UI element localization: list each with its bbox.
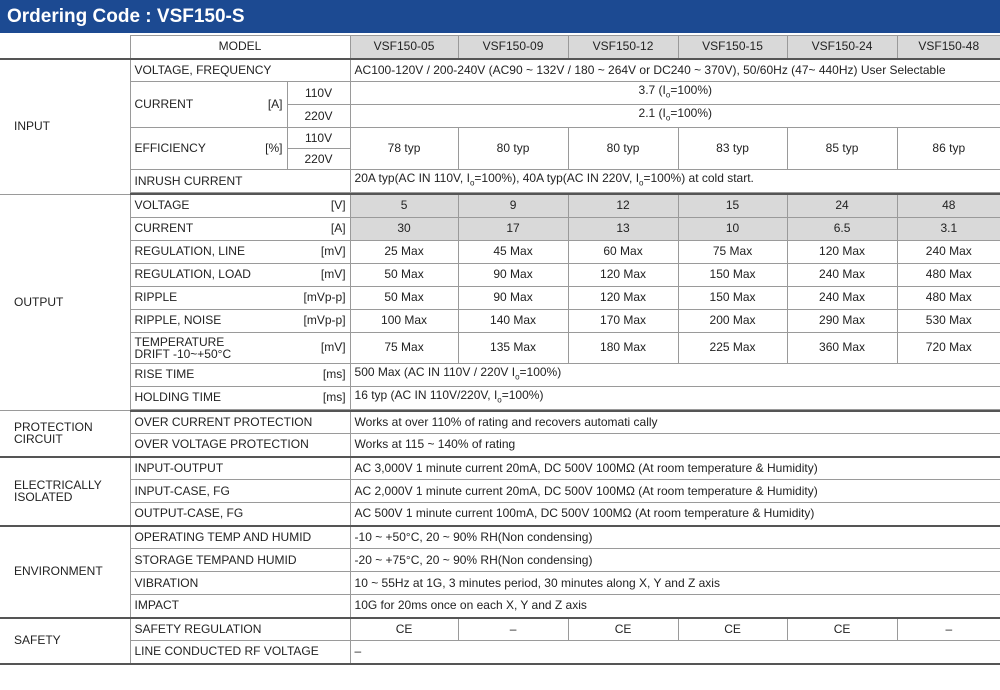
safety-value: – — [458, 618, 568, 641]
row-label: OVER VOLTAGE PROTECTION — [130, 434, 350, 457]
row-value: AC100-120V / 200-240V (AC90 ~ 132V / 180 ~ 264V or DC240 ~ 370V), 50/60Hz (47~ 440Hz) User Selectable — [350, 59, 1000, 82]
output-value: 170 Max — [568, 309, 678, 332]
input-efficiency-row — [0, 128, 1000, 149]
model-label: MODEL — [130, 36, 350, 59]
output-value: 200 Max — [678, 309, 787, 332]
output-value: 480 Max — [897, 286, 1000, 309]
safety-value: CE — [350, 618, 458, 641]
row-label: VIBRATION — [130, 572, 350, 595]
row-label: INPUT-OUTPUT — [130, 457, 350, 480]
safety-value: CE — [678, 618, 787, 641]
output-value: 15 — [678, 194, 787, 217]
output-ripple-row — [0, 286, 1000, 309]
input-current-row — [0, 82, 1000, 105]
row-value: -10 ~ +50°C, 20 ~ 90% RH(Non condensing) — [350, 526, 1000, 549]
page-title: Ordering Code : VSF150-S — [0, 0, 1000, 33]
output-rise-row — [0, 363, 1000, 386]
output-value: 48 — [897, 194, 1000, 217]
output-value: 50 Max — [350, 263, 458, 286]
output-reg-load-row — [0, 263, 1000, 286]
model-header: VSF150-48 — [897, 36, 1000, 59]
row-value: – — [350, 641, 1000, 664]
row-value: AC 3,000V 1 minute current 20mA, DC 500V 100MΩ (At room temperature & Humidity) — [350, 457, 1000, 480]
protection-ovp-row — [0, 434, 1000, 457]
row-label: IMPACT — [130, 595, 350, 618]
output-hold-row — [0, 386, 1000, 409]
output-value: 120 Max — [568, 286, 678, 309]
spec-table — [0, 35, 1000, 665]
isolation-row — [0, 503, 1000, 526]
row-value: -20 ~ +75°C, 20 ~ 90% RH(Non condensing) — [350, 549, 1000, 572]
output-value: 17 — [458, 217, 568, 240]
protection-line2: CIRCUIT — [14, 432, 63, 447]
row-unit: [mV] — [287, 240, 350, 263]
output-value: 75 Max — [350, 332, 458, 363]
output-value: 140 Max — [458, 309, 568, 332]
temp-label-line2: DRIFT -10~+50°C — [134, 346, 232, 361]
row-label: CURRENT — [130, 217, 287, 240]
output-value: 530 Max — [897, 309, 1000, 332]
output-value: 720 Max — [897, 332, 1000, 363]
protection-ocp-row — [0, 411, 1000, 434]
row-label: RISE TIME — [130, 363, 287, 386]
row-unit: [%] — [247, 128, 287, 170]
row-label: STORAGE TEMPAND HUMID — [130, 549, 350, 572]
output-reg-line-row — [0, 240, 1000, 263]
row-value: AC 2,000V 1 minute current 20mA, DC 500V 100MΩ (At room temperature & Humidity) — [350, 480, 1000, 503]
output-value: 50 Max — [350, 286, 458, 309]
output-value: 120 Max — [787, 240, 897, 263]
group-environment: ENVIRONMENT — [0, 526, 130, 618]
isolation-row — [0, 457, 1000, 480]
row-label: CURRENT — [130, 82, 247, 128]
output-value: 25 Max — [350, 240, 458, 263]
header-row — [0, 36, 1000, 59]
safety-value: – — [897, 618, 1000, 641]
row-unit: [V] — [287, 194, 350, 217]
model-header: VSF150-15 — [678, 36, 787, 59]
voltage-tag: 220V — [287, 149, 350, 170]
output-value: 240 Max — [787, 286, 897, 309]
output-value: 90 Max — [458, 263, 568, 286]
output-value: 13 — [568, 217, 678, 240]
row-label: VOLTAGE — [130, 194, 287, 217]
output-value: 135 Max — [458, 332, 568, 363]
safety-value: CE — [787, 618, 897, 641]
output-value: 120 Max — [568, 263, 678, 286]
row-label: VOLTAGE, FREQUENCY — [130, 59, 350, 82]
safety-reg-row — [0, 618, 1000, 641]
row-unit: [A] — [247, 82, 287, 128]
model-header: VSF150-09 — [458, 36, 568, 59]
output-value: 240 Max — [897, 240, 1000, 263]
temp-label-line1: TEMPERATURE — [134, 334, 225, 349]
inrush-value: 20A typ(AC IN 110V, $I_o=100\%$), 40A typ(AC IN 220V, $I_o=100\%$) at cold start. — [350, 170, 1000, 193]
row-value: Works at 115 ~ 140% of rating — [350, 434, 1000, 457]
voltage-tag: 110V — [287, 128, 350, 149]
model-header: VSF150-12 — [568, 36, 678, 59]
output-value: 150 Max — [678, 263, 787, 286]
row-unit: [mV] — [287, 263, 350, 286]
group-isolation — [0, 457, 130, 526]
safety-rf-row — [0, 641, 1000, 664]
row-unit: [A] — [287, 217, 350, 240]
model-header: VSF150-24 — [787, 36, 897, 59]
output-value: 225 Max — [678, 332, 787, 363]
row-label: RIPPLE — [130, 286, 287, 309]
output-value: 10 — [678, 217, 787, 240]
output-value: 24 — [787, 194, 897, 217]
current-110-value: 3.7 $(I_o=100\%)$ — [350, 82, 1000, 105]
efficiency-value: 85 typ — [787, 128, 897, 170]
input-voltage-row — [0, 59, 1000, 82]
isolation-row — [0, 480, 1000, 503]
group-safety: SAFETY — [0, 618, 130, 664]
output-value: 60 Max — [568, 240, 678, 263]
input-inrush-row — [0, 170, 1000, 193]
environment-row — [0, 595, 1000, 618]
row-label: REGULATION, LINE — [130, 240, 287, 263]
output-value: 290 Max — [787, 309, 897, 332]
output-current-row — [0, 217, 1000, 240]
row-label: OUTPUT-CASE, FG — [130, 503, 350, 526]
row-value: 10G for 20ms once on each X, Y and Z axis — [350, 595, 1000, 618]
row-label — [130, 332, 287, 363]
output-ripple-noise-row — [0, 309, 1000, 332]
output-value: 150 Max — [678, 286, 787, 309]
row-label: OVER CURRENT PROTECTION — [130, 411, 350, 434]
row-value: 10 ~ 55Hz at 1G, 3 minutes period, 30 minutes along X, Y and Z axis — [350, 572, 1000, 595]
row-label: EFFICIENCY — [130, 128, 247, 170]
row-label: OPERATING TEMP AND HUMID — [130, 526, 350, 549]
output-value: 90 Max — [458, 286, 568, 309]
environment-row — [0, 526, 1000, 549]
output-value: 3.1 — [897, 217, 1000, 240]
row-unit: [mVp-p] — [287, 309, 350, 332]
efficiency-value: 80 typ — [568, 128, 678, 170]
environment-row — [0, 572, 1000, 595]
efficiency-value: 86 typ — [897, 128, 1000, 170]
output-value: 5 — [350, 194, 458, 217]
output-value: 45 Max — [458, 240, 568, 263]
output-value: 9 — [458, 194, 568, 217]
output-value: 240 Max — [787, 263, 897, 286]
row-value: Works at over 110% of rating and recovers automati cally — [350, 411, 1000, 434]
environment-row — [0, 549, 1000, 572]
output-value: 75 Max — [678, 240, 787, 263]
output-value: 100 Max — [350, 309, 458, 332]
voltage-tag: 220V — [287, 105, 350, 128]
row-unit: [ms] — [287, 363, 350, 386]
row-label: LINE CONDUCTED RF VOLTAGE — [130, 641, 350, 664]
current-220-value: 2.1 $(I_o=100\%)$ — [350, 105, 1000, 128]
row-unit: [mVp-p] — [287, 286, 350, 309]
safety-value: CE — [568, 618, 678, 641]
output-value: 480 Max — [897, 263, 1000, 286]
row-label: HOLDING TIME — [130, 386, 287, 409]
model-header: VSF150-05 — [350, 36, 458, 59]
group-input: INPUT — [0, 59, 130, 195]
row-label: REGULATION, LOAD — [130, 263, 287, 286]
efficiency-value: 78 typ — [350, 128, 458, 170]
group-output: OUTPUT — [0, 194, 130, 411]
output-value: 180 Max — [568, 332, 678, 363]
output-value: 12 — [568, 194, 678, 217]
group-protection — [0, 411, 130, 457]
protection-line1: PROTECTION — [14, 420, 93, 435]
rise-value: 500 Max (AC IN 110V / 220V $I_o=100\%$) — [350, 363, 1000, 386]
voltage-tag: 110V — [287, 82, 350, 105]
efficiency-value: 83 typ — [678, 128, 787, 170]
row-label: INRUSH CURRENT — [130, 170, 350, 193]
output-value: 6.5 — [787, 217, 897, 240]
row-unit: [ms] — [287, 386, 350, 409]
output-value: 30 — [350, 217, 458, 240]
header-empty — [0, 36, 130, 59]
output-temp-row — [0, 332, 1000, 363]
row-value: AC 500V 1 minute current 100mA, DC 500V 100MΩ (At room temperature & Humidity) — [350, 503, 1000, 526]
efficiency-value: 80 typ — [458, 128, 568, 170]
output-voltage-row — [0, 194, 1000, 217]
isolation-line1: ELECTRICALLY — [14, 478, 102, 492]
row-unit: [mV] — [287, 332, 350, 363]
isolation-line2: ISOLATED — [14, 490, 73, 504]
hold-value: 16 typ (AC IN 110V/220V, $I_o=100\%$) — [350, 386, 1000, 409]
row-label: RIPPLE, NOISE — [130, 309, 287, 332]
output-value: 360 Max — [787, 332, 897, 363]
row-label: INPUT-CASE, FG — [130, 480, 350, 503]
row-label: SAFETY REGULATION — [130, 618, 350, 641]
